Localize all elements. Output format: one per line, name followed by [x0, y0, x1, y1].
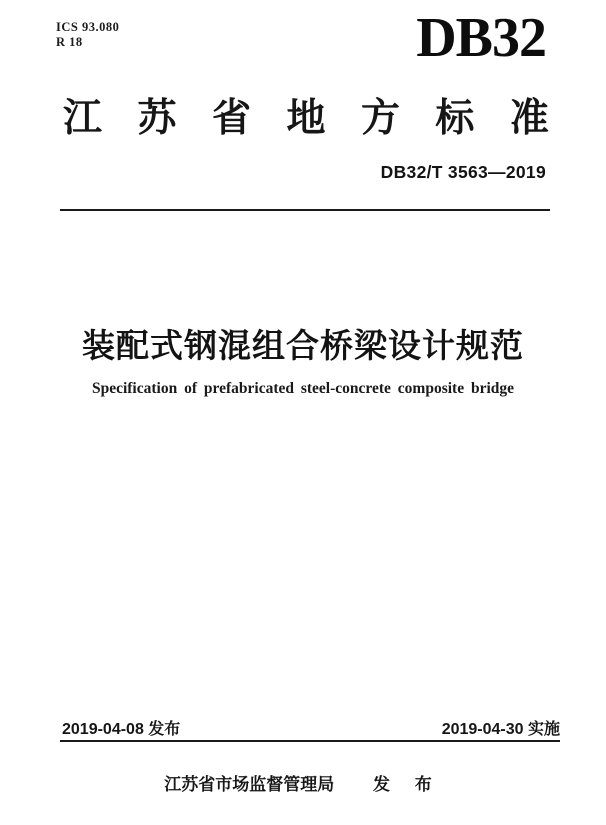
- standard-title-char: 省: [211, 97, 251, 140]
- standard-title-char: 地: [286, 97, 326, 140]
- standard-title-char: 标: [435, 97, 475, 140]
- standard-title-char: 苏: [137, 97, 177, 140]
- standard-title-row: [63, 99, 549, 138]
- publisher-footer: [0, 770, 606, 795]
- document-main-title: 装配式钢混组合桥梁设计规范: [82, 327, 524, 364]
- implement-date: 2019-04-30 实施: [441, 721, 560, 738]
- footer-divider-line: [60, 740, 560, 742]
- publisher-name: 江苏省市场监督管理局: [164, 775, 335, 794]
- standard-number: DB32/T 3563—2019: [380, 162, 546, 182]
- standard-title-char: 准: [509, 97, 549, 140]
- header-divider-line: [60, 209, 550, 211]
- db-code-logo: DB32: [416, 7, 546, 69]
- ics-code: ICS 93.080: [56, 20, 120, 34]
- dates-row: [62, 716, 560, 739]
- ics-class-code: R 18: [56, 34, 83, 49]
- issue-date: 2019-04-08 发布: [62, 721, 181, 738]
- publish-label: 发 布: [373, 775, 442, 794]
- standard-title-char: 江: [63, 97, 103, 140]
- standard-title-char: 方: [360, 97, 400, 140]
- document-english-title: Specification of prefabricated steel-concrete composite bridge: [91, 380, 515, 397]
- ics-classification-block: [56, 20, 119, 50]
